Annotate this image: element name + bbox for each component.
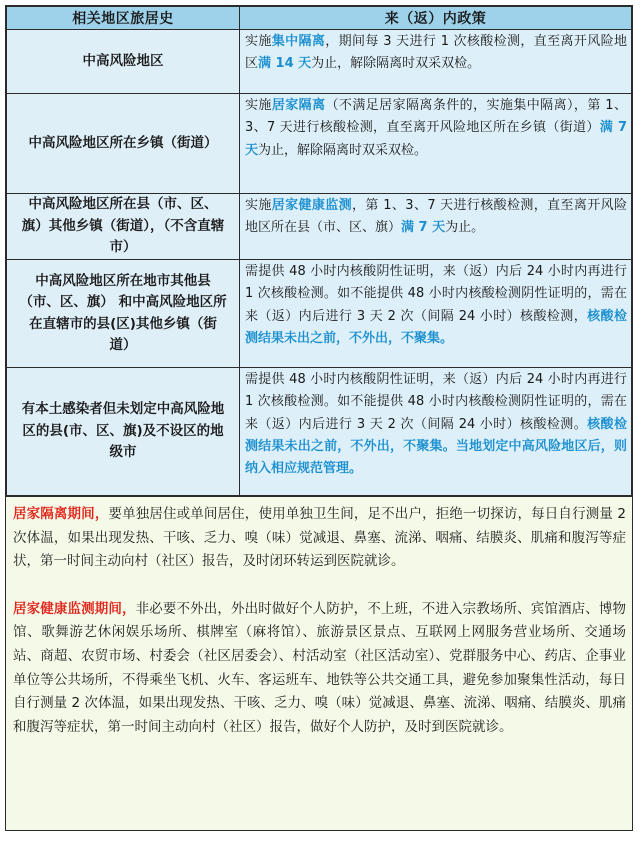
policy-segment: （不满足居家隔离条件的，实施集中隔离），第 1、3、7 天进行核酸检测，直至离开风险地区所在乡镇（街道） — [245, 98, 627, 136]
policy-highlight: 居家隔离 — [271, 98, 326, 113]
policy-segment: ，第 1、3、7 天进行核酸检测，直至离开风险地区所在县（市、区、旗） — [245, 198, 627, 236]
policy-segment: 为止，解除隔离时双采双检。 — [258, 142, 428, 158]
policy-segment: 实施 — [245, 34, 272, 49]
policy-highlight: 居家健康监测 — [271, 198, 353, 213]
policy-segment: 需提供 48 小时内核酸阴性证明，来（返）内后 24 小时内再进行 1 次核酸检测。如不能提供 48 小时内核酸检测阴性证明的，需在来（返）内后进行 3 天 2 次（间隔 24 小时）核酸检测。 — [245, 372, 627, 432]
note-body: 非必要不外出，外出时做好个人防护，不上班，不进入宗教场所、宾馆酒店、博物馆、歌舞游艺休闲娱乐场所、棋牌室（麻将馆）、旅游景区景点、互联网上网服务营业场所、交通场站、商超、农贸市场、村委会（社区居委会）、村活动室（社区活动室）、党群服务中心、药店、企事业单位等公共场所，不得乘坐飞机、火车、客运班车、地铁等公共交通工具，避免参加聚集性活动，每日自行测量 2 次体温，如果出现发热、干咳、乏力、嗅（味）觉减退、鼻塞、流涕、咽痛、结膜炎、肌痛和腹泻等症状，第一时间主动向村（社区）报告，做好个人防护，及时到医院就诊。 — [13, 600, 626, 735]
policy-segment: 需提供 48 小时内核酸阴性证明，来（返）内后 24 小时内再进行 1 次核酸检测。如不能提供 48 小时内核酸检测阴性证明的，需在来（返）内后进行 3 天 2 次（间隔 24 小时）核酸检测， — [245, 264, 627, 324]
policy-document — [5, 5, 633, 831]
home-isolation-note — [13, 503, 626, 574]
policy-table — [6, 6, 632, 496]
policy-cell — [240, 368, 632, 496]
note-title: 居家隔离期间， — [13, 506, 109, 522]
notes-section — [6, 496, 632, 830]
region-cell — [7, 194, 240, 260]
note-body: 要单独居住或单间居住，使用单独卫生间，足不出户，拒绝一切探访，每日自行测量 2 次体温，如果出现发热、干咳、乏力、嗅（味）觉减退、鼻塞、流涕、咽痛、结膜炎、肌痛和腹泻等症状，第一时间主动向村（社区）报告，及时闭环转运到医院就诊。 — [13, 506, 626, 570]
policy-cell — [240, 194, 632, 260]
policy-segment: ，期间每 3 天进行 1 次核酸检测，直至离开风险地区 — [245, 34, 627, 72]
table-row — [7, 368, 632, 496]
region-text: 有本土感染者但未划定中高风险地区的县(市、区、旗)及不设区的地级市 — [21, 401, 225, 461]
region-cell — [7, 94, 240, 194]
policy-text — [240, 260, 631, 350]
policy-cell — [240, 94, 632, 194]
policy-text — [240, 94, 631, 162]
policy-text — [240, 30, 631, 76]
header-travel-history: 相关地区旅居史 — [7, 7, 240, 30]
table-row — [7, 30, 632, 94]
policy-segment: 实施 — [245, 198, 272, 213]
region-cell — [7, 30, 240, 94]
region-text: 中高风险地区所在地市其他县（市、区、旗） 和中高风险地区所在直辖市的县(区)其他乡镇（街道） — [19, 272, 227, 353]
policy-cell — [240, 30, 632, 94]
policy-text — [240, 368, 631, 480]
region-cell — [7, 260, 240, 368]
policy-highlight: 满 7 天 — [245, 120, 627, 158]
policy-segment: 为止，解除隔离时双采双检。 — [311, 56, 481, 72]
policy-highlight: 满 14 天 — [258, 56, 312, 72]
header-entry-policy: 来（返）内政策 — [240, 7, 632, 30]
policy-cell — [240, 260, 632, 368]
table-row — [7, 194, 632, 260]
region-text: 中高风险地区所在乡镇（街道） — [28, 134, 218, 151]
region-text: 中高风险地区 — [82, 52, 164, 69]
table-row — [7, 260, 632, 368]
policy-segment: 为止。 — [445, 220, 485, 236]
policy-highlight: 满 7 天 — [401, 220, 446, 236]
region-cell — [7, 368, 240, 496]
region-text: 中高风险地区所在县（市、区、旗）其他乡镇（街道），（不含直辖市） — [21, 196, 225, 256]
table-row — [7, 94, 632, 194]
policy-text — [240, 194, 631, 240]
policy-highlight: 核酸检测结果未出之前，不外出，不聚集。当地划定中高风险地区后，则纳入相应规范管理。 — [245, 416, 627, 477]
note-title: 居家健康监测期间， — [13, 600, 136, 617]
table-header-row — [7, 7, 632, 30]
policy-highlight: 核酸检测结果未出之前，不外出，不聚集。 — [245, 308, 627, 346]
policy-segment: 实施 — [245, 98, 272, 113]
home-monitoring-note — [13, 598, 626, 740]
policy-highlight: 集中隔离 — [271, 34, 326, 49]
